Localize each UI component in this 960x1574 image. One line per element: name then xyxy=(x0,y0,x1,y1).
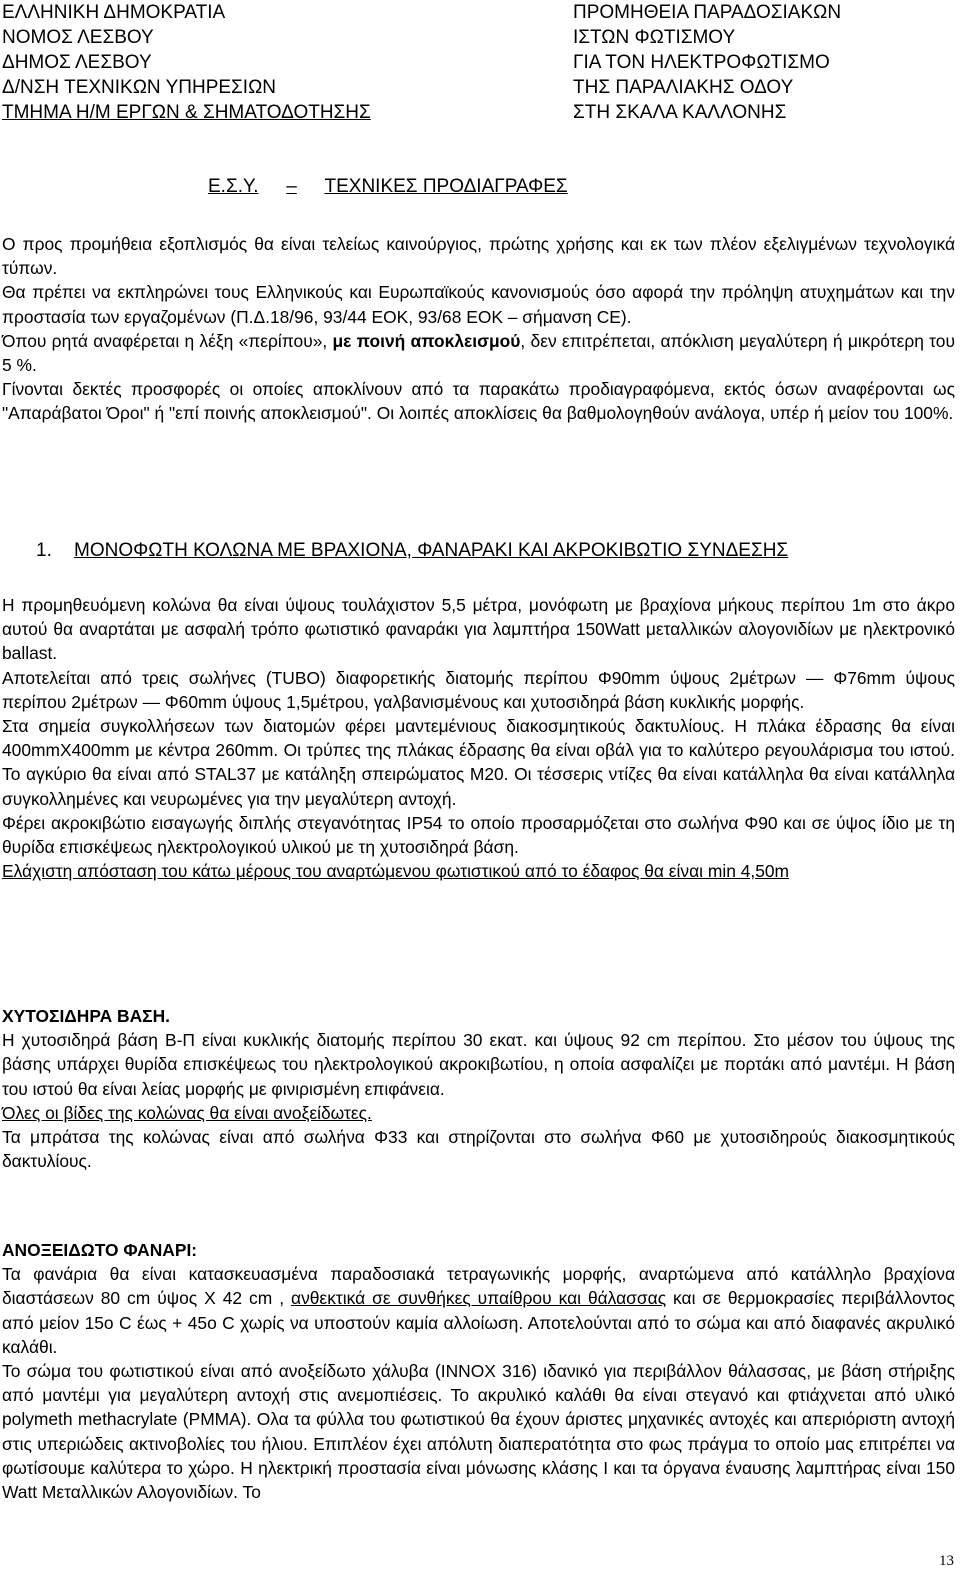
header-left-line-5: ΤΜΗΜΑ Η/Μ ΕΡΓΩΝ & ΣΗΜΑΤΟΔΟΤΗΣΗΣ xyxy=(2,102,371,123)
base-heading: ΧΥΤΟΣΙΔΗΡΑ ΒΑΣΗ. xyxy=(2,1006,171,1026)
header-right-block xyxy=(573,0,841,125)
base-section xyxy=(2,1004,955,1173)
base-paragraph-3: Τα μπράτσα της κολώνας είναι από σωλήνα Φ33 και στηρίζονται στο σωλήνα Φ60 με χυτοσιδηρούς διακοσμητικούς δακτυλίους. xyxy=(2,1127,955,1172)
lantern-p1-underlined: ανθεκτικά σε συνθήκες υπαίθρου και θάλασσας xyxy=(291,1288,667,1309)
lantern-p1-text: Τα φανάρια θα είναι κατασκευασμένα παραδοσιακά τετραγωνικής μορφής, αναρτώμενα από κατάλληλο βραχίονα διαστάσεων 80 cm ύψος Χ 42 cm , xyxy=(2,1264,955,1309)
section-1-paragraph-4: Φέρει ακροκιβώτιο εισαγωγής διπλής στεγανότητας IP54 το οποίο προσαρμόζεται στο σωλήνα Φ90 και σε ύψος ίδιο με τη θυρίδα επισκέψεως ηλεκτρολογικού υλικού με τη χυτοσιδηρά βάση. xyxy=(2,812,955,858)
intro-section xyxy=(2,232,955,426)
header-left-line-2: ΝΟΜΟΣ ΛΕΣΒΟΥ xyxy=(2,27,154,48)
intro-p3-text: Όπου ρητά αναφέρεται η λέξη «περίπου», xyxy=(2,330,333,351)
header-right-line-4: ΤΗΣ ΠΑΡΑΛΙΑΚΗΣ ΟΔΟΥ xyxy=(573,77,794,98)
lantern-section xyxy=(2,1238,955,1504)
section-1-paragraph-1: Η προμηθευόμενη κολώνα θα είναι ύψους τουλάχιστον 5,5 μέτρα, μονόφωτη με βραχίονα μήκους περίπου 1m στο άκρο αυτού θα αναρτάται με ασφαλή τρόπο φωτιστικό φαναράκι για λαμπτήρα 150Watt μεταλλικών αλογονιδίων με ηλεκτρονικό ballast. xyxy=(2,595,955,664)
section-1-paragraph-5: Ελάχιστη απόσταση του κάτω μέρους του αναρτώμενου φωτιστικού από το έδαφος θα είναι min 4,50m xyxy=(2,861,790,882)
lantern-paragraph-2: Το σώμα του φωτιστικού είναι από ανοξείδωτο χάλυβα (INNOX 316) ιδανικό για περιβάλλον θάλασσας, με βάση στήριξης από μαντέμι για μεγαλύτερη αντοχή στις ανεμοπιέσεις. Το ακρυλικό καλάθι θα είναι στεγανό και φτιάχνεται από υλικό polymeth methacrylate (PMMA). Ολα τα φύλλα του φωτιστικού θα έχουν άριστες μηχανικές αντοχές και απεριόριστη αντοχή στις υπεριώδεις ακτινοβολίες του ήλιου. Επιπλέον έχει απόλυτη διαπερατότητα στο φως πράγμα το οποίο μας επιτρέπει να φωτίσουμε καλύτερα το χώρο. Η ηλεκτρική προστασία είναι μόνωσης κλάσης Ι και τα όργανα έναυσης λαμπτήρας είναι 150 Watt Μεταλλικών Αλογονιδίων. Το xyxy=(2,1361,955,1503)
title-dash: – xyxy=(286,176,297,197)
base-paragraph-1: Η χυτοσιδηρά βάση Β-Π είναι κυκλικής διατομής περίπου 30 εκατ. και ύψους 92 cm περίπου. Στο μέσον του ύψους της βάσης υπάρχει θυρίδα επισκέψεως του ηλεκτρολογικού ακροκιβωτίου, η οποία ασφαλίζει με πορτάκι από μαντέμι. Η βάση του ιστού θα είναι λείας μορφής με φινιρισμένη επιφάνεια. xyxy=(2,1030,955,1099)
header-right-line-2: ΙΣΤΩΝ ΦΩΤΙΣΜΟΥ xyxy=(573,27,736,48)
intro-paragraph-1: Ο προς προμήθεια εξοπλισμός θα είναι τελείως καινούργιος, πρώτης χρήσης και εκ των πλέον εξελιγμένων τεχνολογικά τύπων. xyxy=(2,234,955,279)
section-1-title xyxy=(36,540,788,562)
section-1-number: 1. xyxy=(36,540,52,561)
title-main: ΤΕΧΝΙΚΕΣ ΠΡΟΔΙΑΓΡΑΦΕΣ xyxy=(324,176,568,197)
section-1-body xyxy=(2,593,955,883)
header-right-line-1: ΠΡΟΜΗΘΕΙΑ ΠΑΡΑΔΟΣΙΑΚΩΝ xyxy=(573,2,842,23)
header-right-line-3: ΓΙΑ ΤΟΝ ΗΛΕΚΤΡΟΦΩΤΙΣΜΟ xyxy=(573,52,830,73)
intro-p3-bold: με ποινή αποκλεισμού xyxy=(332,330,521,351)
header-left-block xyxy=(2,0,371,125)
document-title xyxy=(208,176,568,198)
section-1-heading: ΜΟΝΟΦΩΤΗ ΚΟΛΩΝΑ ΜΕ ΒΡΑΧΙΟΝΑ, ΦΑΝΑΡΑΚΙ ΚΑΙ ΑΚΡΟΚΙΒΩΤΙΟ ΣΥΝΔΕΣΗΣ xyxy=(74,540,789,561)
intro-p3-rest: , δεν επιτρέπεται, απόκλιση μεγαλύτερη ή μικρότερη του 5 %. xyxy=(2,330,955,376)
base-paragraph-2-text: Όλες οι βίδες της κολώνας θα είναι ανοξείδωτες. xyxy=(2,1102,372,1123)
base-paragraph-2 xyxy=(2,1101,955,1125)
section-1-paragraph-3: Στα σημεία συγκολλήσεων των διατομών φέρει μαντεμένιους διακοσμητικούς δακτυλίους. Η πλάκα έδρασης θα είναι 400mmX400mm με κέντρα 260mm. Οι τρύπες της πλάκας έδρασης θα είναι οβάλ για το καλύτερο ρεγουλάρισμα του ιστού. Το αγκύριο θα είναι από STAL37 με κατάληξη σπειρώματος Μ20. Οι τέσσερις ντίζες θα είναι κατάλληλα θα είναι κατάλληλα συγκολλημένες και νευρωμένες για την μεγαλύτερη αντοχή. xyxy=(2,716,955,809)
intro-paragraph-4: Γίνονται δεκτές προσφορές οι οποίες αποκλίνουν από τα παρακάτω προδιαγραφόμενα, εκτός όσων αναφέρονται ως "Απαράβατοι Όροι" ή "επί ποινής αποκλεισμού". Οι λοιπές αποκλίσεις θα βαθμολογηθούν ανάλογα, υπέρ ή μείον του 100%. xyxy=(2,379,955,424)
header-left-line-1: ΕΛΛΗΝΙΚΗ ΔΗΜΟΚΡΑΤΙΑ xyxy=(2,2,226,23)
header-left-line-3: ΔΗΜΟΣ ΛΕΣΒΟΥ xyxy=(2,52,152,73)
intro-paragraph-3 xyxy=(2,329,955,377)
page-number: 13 xyxy=(939,1553,954,1569)
title-esy: Ε.Σ.Υ. xyxy=(208,176,259,197)
lantern-paragraph-1 xyxy=(2,1262,955,1359)
header-left-line-4: Δ/ΝΣΗ ΤΕΧΝΙΚΩΝ ΥΠΗΡΕΣΙΩΝ xyxy=(2,77,276,98)
intro-paragraph-2: Θα πρέπει να εκπληρώνει τους Ελληνικούς και Ευρωπαϊκούς κανονισμούς όσο αφορά την πρόληψη ατυχημάτων και την προστασία των εργαζομένων (Π.Δ.18/96, 93/44 ΕΟΚ, 93/68 ΕΟΚ – σήμανση CE). xyxy=(2,282,955,327)
lantern-heading: ΑΝΟΞΕΙΔΩΤΟ ΦΑΝΑΡΙ: xyxy=(2,1240,198,1260)
header-right-line-5: ΣΤΗ ΣΚΑΛΑ ΚΑΛΛΟΝΗΣ xyxy=(573,102,787,123)
lantern-p1-rest: και σε θερμοκρασίες περιβάλλοντος από μείον 15ο C έως + 45ο C χωρίς να υποστούν καμία αλλοίωση. Αποτελούνται από το σώμα και από διαφανές ακρυλικό καλάθι. xyxy=(2,1288,955,1357)
section-1-paragraph-2: Αποτελείται από τρεις σωλήνες (ΤUBO) διαφορετικής διατομής περίπου Φ90mm ύψους 2μέτρων — Φ76mm ύψους περίπου 2μέτρων — Φ60mm ύψους 1,5μέτρου, γαλβανισμένους και χυτοσιδηρά βάση κυκλικής μορφής. xyxy=(2,667,955,712)
